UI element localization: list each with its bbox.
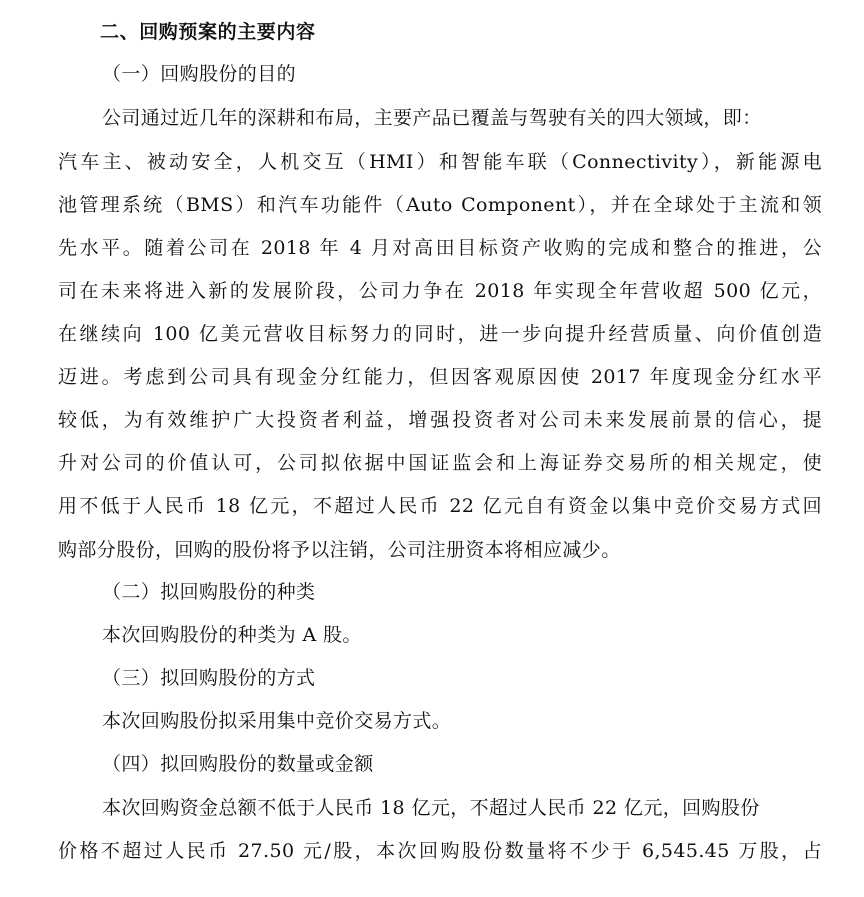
subsection-title-type: （二）拟回购股份的种类 — [102, 581, 316, 603]
paragraph-line: 购部分股份，回购的股份将予以注销，公司注册资本将相应减少。 — [58, 539, 621, 561]
subsection-title-method: （三）拟回购股份的方式 — [102, 667, 316, 689]
paragraph-line: 汽车主、被动安全，人机交互（HMI）和智能车联（Connectivity），新能源电 — [58, 151, 822, 173]
subsection-body-method: 本次回购股份拟采用集中竞价交易方式。 — [102, 710, 452, 732]
subsection-title-purpose: （一）回购股份的目的 — [102, 63, 297, 85]
paragraph-line: 升对公司的价值认可，公司拟依据中国证监会和上海证券交易所的相关规定，使 — [58, 452, 822, 474]
subsection-title-amount: （四）拟回购股份的数量或金额 — [102, 753, 374, 775]
paragraph-line: 价格不超过人民币 27.50 元/股，本次回购股份数量将不少于 6,545.45 万股，占 — [58, 840, 822, 862]
paragraph-line: 在继续向 100 亿美元营收目标努力的同时，进一步向提升经营质量、向价值创造 — [58, 323, 822, 345]
paragraph-line: 公司通过近几年的深耕和布局，主要产品已覆盖与驾驶有关的四大领域，即： — [102, 107, 762, 129]
paragraph-line: 司在未来将进入新的发展阶段，公司力争在 2018 年实现全年营收超 500 亿元， — [58, 280, 822, 302]
subsection-body-type: 本次回购股份的种类为 A 股。 — [102, 624, 362, 646]
paragraph-line: 池管理系统（BMS）和汽车功能件（Auto Component），并在全球处于主流和领 — [58, 194, 822, 216]
paragraph-line: 迈进。考虑到公司具有现金分红能力，但因客观原因使 2017 年度现金分红水平 — [58, 366, 822, 388]
paragraph-line: 本次回购资金总额不低于人民币 18 亿元，不超过人民币 22 亿元，回购股份 — [102, 797, 760, 819]
paragraph-line: 较低，为有效维护广大投资者利益，增强投资者对公司未来发展前景的信心，提 — [58, 409, 822, 431]
section-heading: 二、回购预案的主要内容 — [100, 21, 316, 43]
paragraph-line: 先水平。随着公司在 2018 年 4 月对高田目标资产收购的完成和整合的推进，公 — [58, 237, 822, 259]
paragraph-line: 用不低于人民币 18 亿元，不超过人民币 22 亿元自有资金以集中竞价交易方式回 — [58, 495, 822, 517]
